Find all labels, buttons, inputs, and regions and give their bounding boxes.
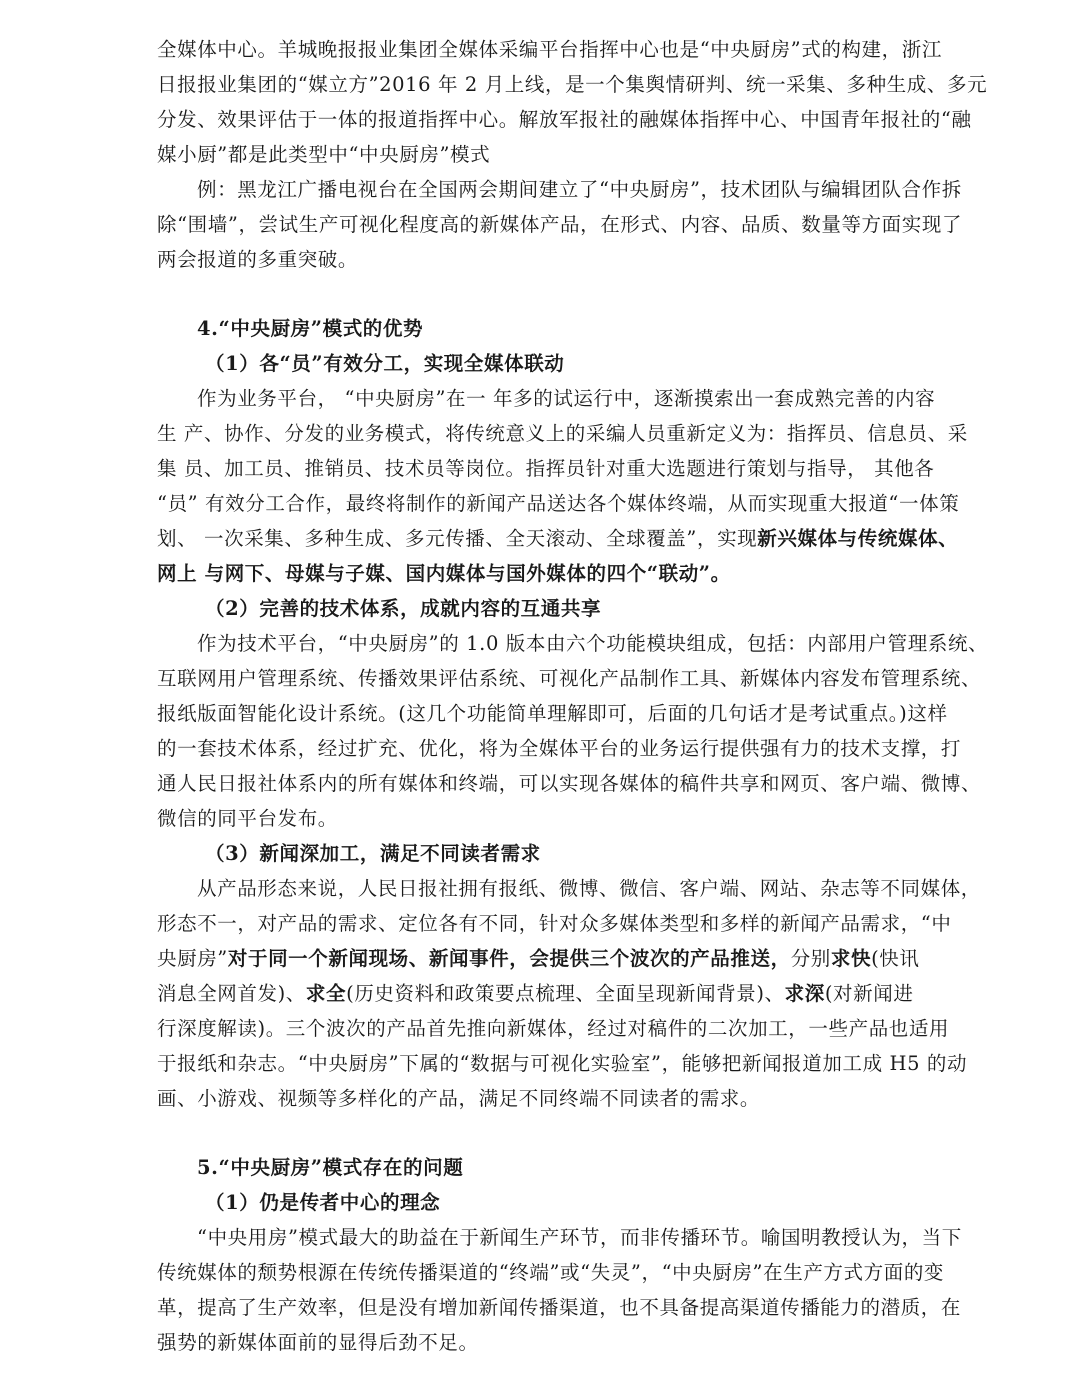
section-4-2-body — [157, 626, 989, 836]
text-bold: 新兴媒体与传统媒体、 — [757, 527, 959, 550]
section-4-heading: 4.“中央厨房”模式的优势 — [197, 317, 424, 340]
paragraph-line: 画、小游戏、视频等多样化的产品，满足不同终端不同读者的需求。 — [157, 1087, 761, 1110]
paragraph-line: 行深度解读)。三个波次的产品首先推向新媒体，经过对稿件的二次加工，一些产品也适用 — [157, 1017, 950, 1040]
section-5-1-heading: （1）仍是传者中心的理念 — [205, 1191, 441, 1214]
paragraph-line: 作为业务平台， “中央厨房”在一 年多的试运行中，逐渐摸索出一套成熟完善的内容 — [197, 387, 936, 410]
paragraph-line-bold: 网上 与网下、母媒与子媒、国内媒体与国外媒体的四个“联动”。 — [157, 562, 731, 585]
example-paragraph — [157, 172, 977, 277]
paragraph-line: 革，提高了生产效率，但是没有增加新闻传播渠道，也不具备提高渠道传播能力的潜质，在 — [157, 1296, 962, 1319]
paragraph-line: “员” 有效分工合作，最终将制作的新闻产品送达各个媒体终端，从而实现重大报道“一体策 — [157, 492, 960, 515]
paragraph-line: 分发、效果评估于一体的报道指挥中心。解放军报社的融媒体指挥中心、中国青年报社的“融 — [157, 108, 972, 131]
text-normal: 划、 一次采集、多种生成、多元传播、全天滚动、全球覆盖”，实现 — [157, 527, 758, 550]
paragraph-line: 形态不一，对产品的需求、定位各有不同，针对众多媒体类型和多样的新闻产品需求，“中 — [157, 912, 952, 935]
paragraph-line: 通人民日报社体系内的所有媒体和终端，可以实现各媒体的稿件共享和网页、客户端、微博、 — [157, 772, 982, 795]
paragraph-line: 从产品形态来说，人民日报社拥有报纸、微博、微信、客户端、网站、杂志等不同媒体， — [197, 877, 981, 900]
section-4-2-heading: （2）完善的技术体系，成就内容的互通共享 — [205, 597, 602, 620]
intro-paragraph — [157, 32, 988, 172]
document-page — [157, 32, 989, 1360]
text-normal: (历史资料和政策要点梳理、全面呈现新闻背景)、 — [346, 982, 785, 1005]
paragraph-line — [157, 521, 977, 556]
paragraph-line — [157, 941, 977, 976]
paragraph-line: 报纸版面智能化设计系统。(这几个功能简单理解即可，后面的几句话才是考试重点。)这样 — [157, 702, 948, 725]
section-4-3-heading: （3）新闻深加工，满足不同读者需求 — [205, 842, 541, 865]
paragraph-line — [157, 976, 977, 1011]
section-5-1-body — [157, 1220, 977, 1360]
text-normal: 消息全网首发)、 — [157, 982, 306, 1005]
paragraph-line: 集 员、加工员、推销员、技术员等岗位。指挥员针对重大选题进行策划与指导， 其他各 — [157, 457, 935, 480]
paragraph-line: 于报纸和杂志。“中央厨房”下属的“数据与可视化实验室”，能够把新闻报道加工成 H5 的动 — [157, 1052, 968, 1075]
text-normal: 分别 — [790, 947, 831, 970]
section-4-1-body — [157, 381, 977, 591]
paragraph-line: 作为技术平台，“中央厨房”的 1.0 版本由六个功能模块组成，包括：内部用户管理系统、 — [197, 632, 989, 655]
paragraph-line: 例：黑龙江广播电视台在全国两会期间建立了“中央厨房”，技术团队与编辑团队合作拆 — [197, 178, 962, 201]
text-normal: (快讯 — [871, 947, 920, 970]
text-bold: 求全 — [305, 982, 347, 1005]
spacer — [157, 277, 977, 311]
text-bold: 求深 — [784, 982, 825, 1005]
paragraph-line: 传统媒体的颓势根源在传统传播渠道的“终端”或“失灵”，“中央厨房”在生产方式方面的变 — [157, 1261, 945, 1284]
text-bold: 对于同一个新闻现场、新闻事件，会提供三个波次的产品推送， — [227, 947, 791, 970]
section-4-1-heading: （1）各“员”有效分工，实现全媒体联动 — [205, 352, 565, 375]
section-4-3-body — [157, 871, 981, 1116]
paragraph-line: 强势的新媒体面前的显得后劲不足。 — [157, 1331, 479, 1354]
text-bold: 求快 — [830, 947, 872, 970]
text-normal: 央厨房” — [157, 947, 228, 970]
paragraph-line: 除“围墙”，尝试生产可视化程度高的新媒体产品，在形式、内容、品质、数量等方面实现了 — [157, 213, 963, 236]
spacer — [157, 1116, 977, 1150]
paragraph-line: “中央用房”模式最大的助益在于新闻生产环节，而非传播环节。喻国明教授认为，当下 — [197, 1226, 962, 1249]
paragraph-line: 互联网用户管理系统、传播效果评估系统、可视化产品制作工具、新媒体内容发布管理系统、 — [157, 667, 982, 690]
paragraph-line: 微信的同平台发布。 — [157, 807, 338, 830]
paragraph-line: 的一套技术体系，经过扩充、优化，将为全媒体平台的业务运行提供强有力的技术支撑，打 — [157, 737, 962, 760]
paragraph-line: 媒小厨”都是此类型中“中央厨房”模式 — [157, 143, 491, 166]
text-normal: (对新闻进 — [824, 982, 914, 1005]
paragraph-line: 两会报道的多重突破。 — [157, 248, 359, 271]
paragraph-line: 全媒体中心。羊城晚报报业集团全媒体采编平台指挥中心也是“中央厨房”式的构建，浙江 — [157, 38, 942, 61]
paragraph-line: 生 产、协作、分发的业务模式，将传统意义上的采编人员重新定义为：指挥员、信息员、采 — [157, 422, 968, 445]
section-5-heading: 5.“中央厨房”模式存在的问题 — [197, 1156, 464, 1179]
paragraph-line: 日报报业集团的“媒立方”2016 年 2 月上线，是一个集舆情研判、统一采集、多种生成、多元 — [157, 73, 988, 96]
